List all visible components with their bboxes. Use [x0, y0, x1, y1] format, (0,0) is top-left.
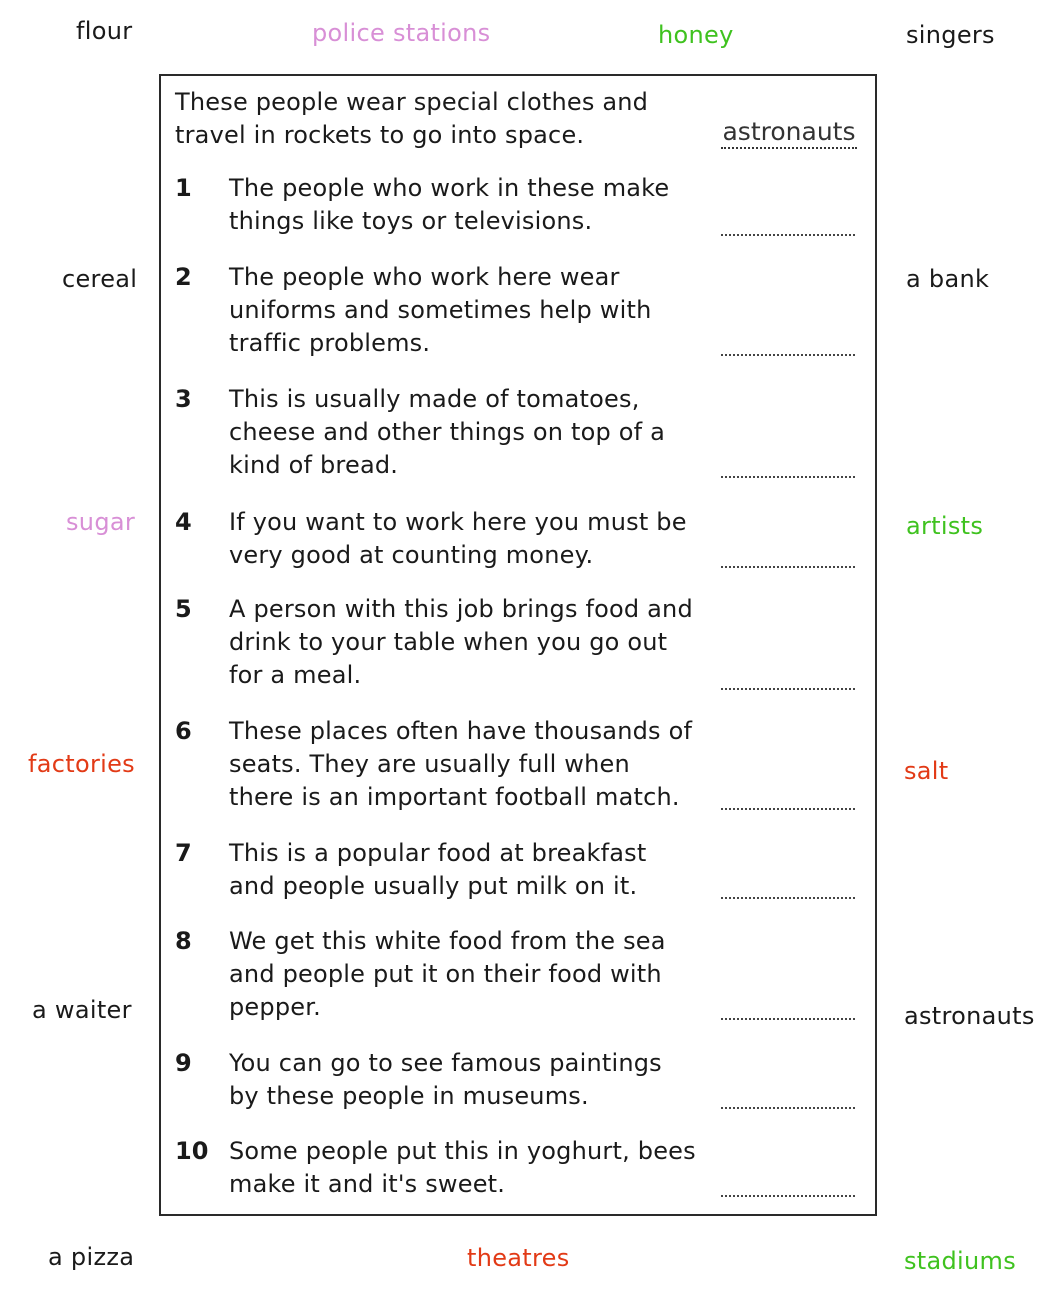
question-number: 3: [175, 385, 192, 413]
question-text: Some people put this in yoghurt, bees make it and it's sweet.: [229, 1137, 696, 1198]
answer-blank[interactable]: [721, 686, 855, 690]
question-text: A person with this job brings food and drink to your table when you go out for a meal.: [229, 595, 693, 689]
question-number: 1: [175, 174, 192, 202]
word-stadiums: stadiums: [904, 1247, 1017, 1275]
question-text: These places often have thousands of seats. They are usually full when there is an important football match.: [229, 717, 693, 811]
question-number: 8: [175, 927, 192, 955]
word-honey: honey: [658, 21, 734, 49]
example-answer: astronauts: [721, 117, 857, 149]
word-singers: singers: [906, 21, 995, 49]
answer-blank[interactable]: [721, 1016, 855, 1020]
definitions-box: [159, 74, 877, 1216]
question-text: We get this white food from the sea and people put it on their food with pepper.: [229, 927, 666, 1021]
question-text: This is usually made of tomatoes, cheese and other things on top of a kind of bread.: [229, 385, 665, 479]
word-sugar: sugar: [66, 508, 136, 536]
word-artists: artists: [906, 512, 984, 540]
answer-blank[interactable]: [721, 806, 855, 810]
question-number: 4: [175, 508, 192, 536]
word-astronauts: astronauts: [904, 1002, 1035, 1030]
word-police-stations: police stations: [312, 19, 491, 47]
word-a-waiter: a waiter: [32, 996, 132, 1024]
word-cereal: cereal: [62, 265, 138, 293]
question-number: 2: [175, 263, 192, 291]
word-factories: factories: [28, 750, 135, 778]
question-number: 7: [175, 839, 192, 867]
answer-blank[interactable]: [721, 232, 855, 236]
question-number: 5: [175, 595, 192, 623]
question-text: The people who work in these make things like toys or televisions.: [229, 174, 670, 235]
answer-blank[interactable]: [721, 895, 855, 899]
answer-blank[interactable]: [721, 474, 855, 478]
word-theatres: theatres: [467, 1244, 570, 1272]
example-definition: These people wear special clothes and travel in rockets to go into space.: [175, 88, 649, 149]
question-number: 6: [175, 717, 192, 745]
question-number: 10: [175, 1137, 209, 1165]
question-text: You can go to see famous paintings by these people in museums.: [229, 1049, 662, 1110]
question-text: The people who work here wear uniforms and sometimes help with traffic problems.: [229, 263, 652, 357]
word-a-bank: a bank: [906, 265, 990, 293]
answer-blank[interactable]: [721, 564, 855, 568]
word-salt: salt: [904, 757, 949, 785]
answer-blank[interactable]: [721, 352, 855, 356]
answer-blank[interactable]: [721, 1193, 855, 1197]
word-flour: flour: [76, 17, 133, 45]
question-number: 9: [175, 1049, 192, 1077]
question-text: This is a popular food at breakfast and people usually put milk on it.: [229, 839, 647, 900]
answer-blank[interactable]: [721, 1105, 855, 1109]
question-text: If you want to work here you must be very good at counting money.: [229, 508, 687, 569]
word-a-pizza: a pizza: [48, 1243, 135, 1271]
